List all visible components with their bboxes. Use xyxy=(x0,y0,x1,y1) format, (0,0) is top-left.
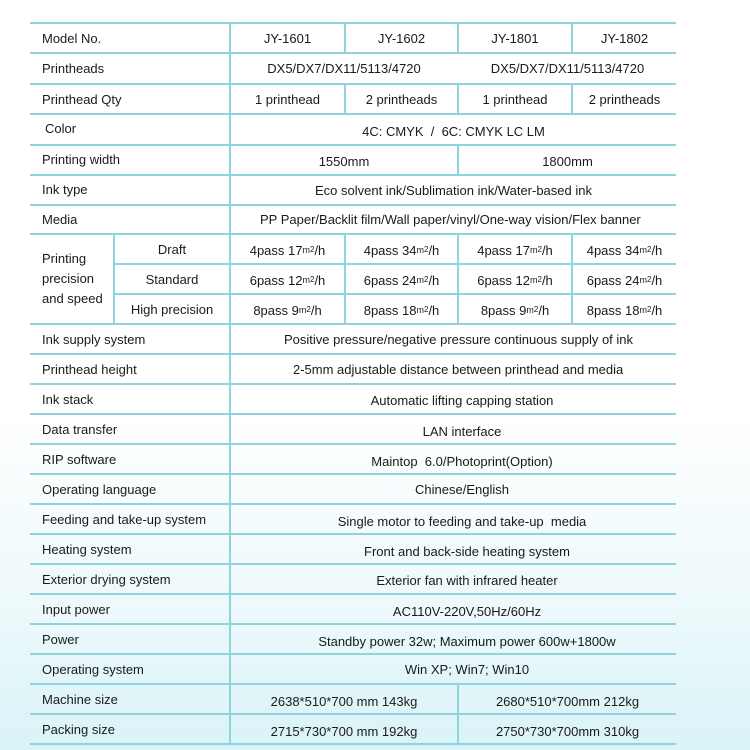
row-label-printheads: Printheads xyxy=(42,61,105,76)
speed-value: 4pass 17 xyxy=(249,242,303,258)
feeding-value: Single motor to feeding and take-up media xyxy=(337,513,587,529)
unit-h: /h xyxy=(310,302,322,318)
row-label-printhead-height: Printhead height xyxy=(42,361,137,377)
speed-value: 6pass 24 xyxy=(363,272,417,288)
printheads-cell: DX5/DX7/DX11/5113/4720 xyxy=(267,61,421,76)
row-label-ink-type: Ink type xyxy=(42,181,88,197)
precision-label-line: and speed xyxy=(42,291,103,306)
row-label-model: Model No. xyxy=(42,30,102,46)
row-label-media: Media xyxy=(42,211,78,227)
printhead-height-value: 2-5mm adjustable distance between printhead and media xyxy=(293,361,624,377)
input-power-value: AC110V-220V,50Hz/60Hz xyxy=(392,603,542,619)
speed-cell: 8pass 9 m 2 /h xyxy=(253,302,322,318)
row-label-color: Color xyxy=(45,120,77,136)
color-value: 4C: CMYK / 6C: CMYK LC LM xyxy=(362,123,545,139)
unit-h: /h xyxy=(428,242,440,258)
machine-size-cell: 2680*510*700mm 212kg xyxy=(495,693,640,709)
packing-size-cell: 2715*730*700 mm 192kg xyxy=(270,723,418,739)
speed-cell: 6pass 24 m 2 /h xyxy=(586,272,663,288)
unit-m: m xyxy=(529,245,538,255)
speed-value: 8pass 9 xyxy=(253,302,299,318)
unit-h: /h xyxy=(651,302,663,318)
model-cell: JY-1601 xyxy=(263,30,312,46)
model-cell: JY-1602 xyxy=(377,30,426,46)
ink-type-value: Eco solvent ink/Sublimation ink/Water-based ink xyxy=(315,182,592,198)
unit-m: m xyxy=(298,305,307,315)
rip-value: Maintop 6.0/Photoprint(Option) xyxy=(371,453,553,469)
speed-value: 6pass 12 xyxy=(477,272,530,288)
model-cell: JY-1802 xyxy=(600,30,649,46)
unit-m: m xyxy=(302,275,310,285)
speed-cell: 4pass 17 m 2 /h xyxy=(477,242,553,258)
heating-value: Front and back-side heating system xyxy=(364,543,570,559)
unit-m: m xyxy=(639,275,647,285)
precision-label-line: precision xyxy=(42,271,95,286)
unit-m: m xyxy=(416,245,424,255)
speed-value: 8pass 18 xyxy=(363,302,417,318)
grid-line xyxy=(30,383,676,385)
speed-cell: 8pass 18 m 2 /h xyxy=(363,302,440,318)
row-label-rip: RIP software xyxy=(42,451,117,467)
printhead-qty-cell: 2 printheads xyxy=(365,91,438,107)
model-cell: JY-1801 xyxy=(491,30,539,46)
language-value: Chinese/English xyxy=(415,481,509,497)
row-label-ink-supply: Ink supply system xyxy=(42,331,146,347)
speed-cell: 6pass 12 m 2 /h xyxy=(477,272,553,288)
row-label-precision xyxy=(42,236,112,322)
unit-h: /h xyxy=(541,242,553,258)
speed-cell: 4pass 17 m 2 /h xyxy=(249,242,326,258)
speed-value: 8pass 18 xyxy=(586,302,640,318)
speed-value: 4pass 34 xyxy=(363,242,417,258)
printing-width-cell: 1800mm xyxy=(542,153,593,169)
media-value: PP Paper/Backlit film/Wall paper/vinyl/One-way vision/Flex banner xyxy=(260,211,641,227)
unit-h: /h xyxy=(428,272,440,288)
printheads-cell: DX5/DX7/DX11/5113/4720 xyxy=(490,61,645,76)
row-label-os: Operating system xyxy=(42,661,144,677)
printhead-qty-cell: 2 printheads xyxy=(588,91,661,107)
ink-stack-value: Automatic lifting capping station xyxy=(370,392,554,408)
os-value: Win XP; Win7; Win10 xyxy=(404,661,530,677)
unit-h: /h xyxy=(651,272,663,288)
row-label-printing-width: Printing width xyxy=(42,151,121,167)
row-label-language: Operating language xyxy=(42,481,157,497)
unit-m: m xyxy=(526,305,534,315)
row-label-drying: Exterior drying system xyxy=(42,571,171,587)
unit-m: m xyxy=(302,245,310,255)
power-value: Standby power 32w; Maximum power 600w+1800w xyxy=(318,633,616,649)
unit-h: /h xyxy=(651,242,663,258)
row-label-ink-stack: Ink stack xyxy=(42,391,94,407)
unit-m: m xyxy=(416,305,424,315)
data-transfer-value: LAN interface xyxy=(422,423,502,439)
unit-h: /h xyxy=(314,272,326,288)
speed-value: 6pass 24 xyxy=(586,272,640,288)
speed-value: 6pass 12 xyxy=(249,272,303,288)
speed-cell: 8pass 18 m 2 /h xyxy=(586,302,663,318)
precision-mode-draft: Draft xyxy=(157,241,187,257)
row-label-packing-size: Packing size xyxy=(42,721,115,737)
unit-m: m xyxy=(639,305,647,315)
speed-value: 4pass 17 xyxy=(477,242,530,258)
row-label-heating: Heating system xyxy=(42,541,132,557)
grid-line xyxy=(30,683,676,685)
speed-cell: 4pass 34 m 2 /h xyxy=(363,242,440,258)
speed-cell: 6pass 12 m 2 /h xyxy=(249,272,326,288)
row-label-data-transfer: Data transfer xyxy=(42,421,118,437)
speed-value: 4pass 34 xyxy=(586,242,640,258)
printhead-qty-cell: 1 printhead xyxy=(254,91,321,107)
row-label-feeding: Feeding and take-up system xyxy=(42,511,207,527)
drying-value: Exterior fan with infrared heater xyxy=(376,572,558,588)
printhead-qty-cell: 1 printhead xyxy=(482,91,548,107)
precision-mode-high: High precision xyxy=(130,301,214,317)
machine-size-cell: 2638*510*700 mm 143kg xyxy=(270,693,418,709)
row-label-printhead-qty: Printhead Qty xyxy=(42,91,122,107)
unit-m: m xyxy=(416,275,424,285)
unit-h: /h xyxy=(314,242,326,258)
speed-value: 8pass 9 xyxy=(480,302,527,318)
grid-line xyxy=(30,113,676,115)
unit-h: /h xyxy=(541,272,553,288)
precision-label-line: Printing xyxy=(42,251,87,266)
printing-width-cell: 1550mm xyxy=(318,153,370,169)
row-label-machine-size: Machine size xyxy=(42,691,118,707)
unit-m: m xyxy=(639,245,647,255)
speed-cell: 4pass 34 m 2 /h xyxy=(586,242,663,258)
unit-h: /h xyxy=(538,302,550,318)
unit-h: /h xyxy=(428,302,440,318)
speed-cell: 8pass 9 m 2 /h xyxy=(480,302,550,318)
row-label-power: Power xyxy=(42,631,79,647)
packing-size-cell: 2750*730*700mm 310kg xyxy=(495,723,640,739)
unit-m: m xyxy=(529,275,538,285)
grid-line xyxy=(30,503,676,505)
ink-supply-value: Positive pressure/negative pressure continuous supply of ink xyxy=(284,331,634,347)
speed-cell: 6pass 24 m 2 /h xyxy=(363,272,440,288)
row-label-input-power: Input power xyxy=(42,601,110,617)
precision-mode-standard: Standard xyxy=(145,271,199,287)
